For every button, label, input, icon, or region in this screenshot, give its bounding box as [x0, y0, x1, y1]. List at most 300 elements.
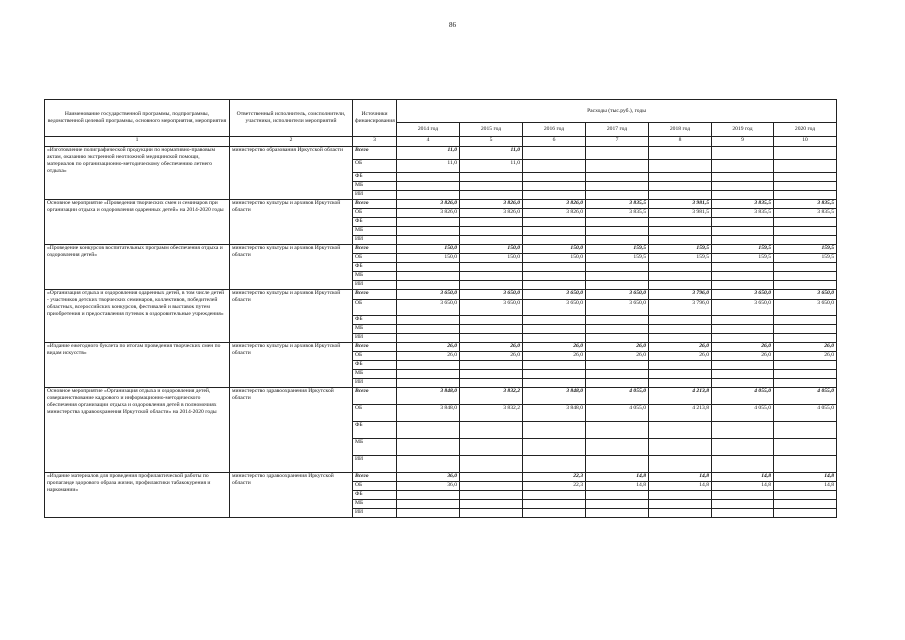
expense-value — [460, 491, 523, 500]
expense-value: 26,0 — [523, 343, 586, 352]
expense-value — [649, 456, 712, 473]
table-row — [45, 388, 837, 405]
expense-value — [460, 473, 523, 482]
column-number: 3 — [353, 137, 397, 147]
expense-value — [523, 509, 586, 518]
expense-value — [774, 272, 837, 281]
expense-value: 3 650,0 — [774, 300, 837, 316]
expense-value: 3 848,0 — [397, 388, 460, 405]
expense-value — [774, 456, 837, 473]
expense-value — [586, 182, 649, 191]
expense-value — [712, 281, 774, 290]
expense-value: 3 796,0 — [649, 300, 712, 316]
expense-value — [397, 173, 460, 182]
expense-value — [586, 173, 649, 182]
expense-value — [774, 361, 837, 370]
expense-value — [523, 218, 586, 227]
expense-value — [460, 370, 523, 379]
responsible-executor: министерство здравоохранения Иркутской области — [230, 388, 353, 473]
funding-source: ИИ — [353, 191, 397, 200]
expense-value — [460, 191, 523, 200]
funding-source: ФБ — [353, 316, 397, 325]
header-responsible: Ответственный исполнитель, соисполнители, участники, исполнители мероприятий — [230, 100, 353, 137]
funding-source: ОБ — [353, 160, 397, 173]
expense-value — [397, 281, 460, 290]
expense-value: 14,8 — [774, 473, 837, 482]
funding-source: Всего — [353, 200, 397, 209]
expense-value — [397, 422, 460, 439]
expense-value — [523, 160, 586, 173]
expense-value — [774, 325, 837, 334]
activity-name: Основное мероприятие «Проведения творческих смен и семинаров при организации отдыха и оздоровления одаренных детей» на 2014-2020 годы — [45, 200, 230, 245]
expense-value: 3 650,0 — [460, 290, 523, 300]
expense-value — [397, 370, 460, 379]
expense-value — [586, 272, 649, 281]
expense-value — [649, 173, 712, 182]
table-row — [45, 200, 837, 209]
expense-value — [649, 334, 712, 343]
expense-value — [649, 160, 712, 173]
funding-source: Всего — [353, 147, 397, 160]
expense-value: 159,5 — [649, 245, 712, 254]
header-name: Наименование государственной программы, подпрограммы, ведомственной целевой программы, основного мероприятия, мероприятия — [45, 100, 230, 137]
expense-value: 4 213,8 — [649, 405, 712, 422]
expense-value: 159,5 — [774, 245, 837, 254]
funding-source: Всего — [353, 245, 397, 254]
expense-value — [397, 182, 460, 191]
funding-source: ФБ — [353, 491, 397, 500]
expense-value — [460, 509, 523, 518]
expense-value — [523, 325, 586, 334]
expense-value: 3 835,5 — [586, 209, 649, 218]
expense-value — [460, 236, 523, 245]
expense-value — [460, 334, 523, 343]
expense-value — [397, 272, 460, 281]
column-number: 6 — [523, 137, 586, 147]
funding-source: ИИ — [353, 334, 397, 343]
expense-value — [712, 272, 774, 281]
expense-value — [712, 422, 774, 439]
expense-value — [774, 182, 837, 191]
expense-value — [649, 272, 712, 281]
expense-value — [774, 491, 837, 500]
expense-value — [523, 491, 586, 500]
expense-value — [586, 422, 649, 439]
expense-value: 22,3 — [523, 482, 586, 491]
expense-value — [712, 325, 774, 334]
table-row — [45, 245, 837, 254]
expense-value: 4 055,0 — [774, 405, 837, 422]
expense-value — [712, 509, 774, 518]
expense-value — [586, 439, 649, 456]
expense-value — [523, 173, 586, 182]
funding-source: Всего — [353, 473, 397, 482]
expense-value — [586, 263, 649, 272]
budget-table — [44, 99, 837, 518]
expense-value — [712, 227, 774, 236]
expense-value: 3 981,5 — [649, 200, 712, 209]
funding-source: Всего — [353, 343, 397, 352]
responsible-executor: министерство образования Иркутской области — [230, 147, 353, 200]
expense-value: 11,0 — [460, 147, 523, 160]
expense-value — [586, 160, 649, 173]
expense-value — [586, 191, 649, 200]
responsible-executor: министерство культуры и архивов Иркутской области — [230, 343, 353, 388]
expense-value: 11,0 — [460, 160, 523, 173]
funding-source: ИИ — [353, 456, 397, 473]
expense-value — [397, 325, 460, 334]
expense-value: 159,5 — [586, 254, 649, 263]
expense-value: 150,0 — [397, 245, 460, 254]
responsible-executor: министерство культуры и архивов Иркутской области — [230, 200, 353, 245]
expense-value — [523, 272, 586, 281]
funding-source: ОБ — [353, 352, 397, 361]
table-row — [45, 147, 837, 160]
expense-value — [523, 439, 586, 456]
expense-value — [586, 361, 649, 370]
expense-value — [712, 456, 774, 473]
expense-value — [649, 491, 712, 500]
expense-value — [397, 361, 460, 370]
expense-value — [774, 379, 837, 388]
expense-value: 4 213,8 — [649, 388, 712, 405]
expense-value — [649, 316, 712, 325]
funding-source: ОБ — [353, 209, 397, 218]
activity-name: «Издание ежегодного буклета по итогам проведения творческих смен по видам искусств» — [45, 343, 230, 388]
expense-value: 26,0 — [460, 343, 523, 352]
expense-value: 26,0 — [712, 343, 774, 352]
funding-source: МБ — [353, 325, 397, 334]
expense-value: 4 055,0 — [774, 388, 837, 405]
expense-value: 14,8 — [586, 482, 649, 491]
expense-value: 3 826,0 — [397, 200, 460, 209]
expense-value — [649, 191, 712, 200]
expense-value: 3 835,5 — [586, 200, 649, 209]
funding-source: ОБ — [353, 482, 397, 491]
expense-value: 26,0 — [712, 352, 774, 361]
expense-value — [649, 227, 712, 236]
expense-value — [649, 325, 712, 334]
expense-value: 26,0 — [397, 343, 460, 352]
expense-value — [397, 218, 460, 227]
expense-value — [523, 191, 586, 200]
expense-value — [523, 227, 586, 236]
responsible-executor: министерство культуры и архивов Иркутской области — [230, 290, 353, 343]
expense-value — [586, 316, 649, 325]
expense-value: 14,8 — [774, 482, 837, 491]
expense-value — [712, 379, 774, 388]
expense-value — [460, 422, 523, 439]
responsible-executor: министерство здравоохранения Иркутской области — [230, 473, 353, 518]
expense-value — [712, 147, 774, 160]
header-year: 2014 год — [397, 123, 460, 137]
expense-value — [712, 191, 774, 200]
expense-value — [649, 379, 712, 388]
expense-value — [712, 160, 774, 173]
expense-value: 150,0 — [397, 254, 460, 263]
expense-value — [523, 182, 586, 191]
expense-value — [586, 500, 649, 509]
expense-value: 159,5 — [649, 254, 712, 263]
expense-value: 3 848,0 — [523, 405, 586, 422]
expense-value — [649, 281, 712, 290]
expense-value — [397, 334, 460, 343]
expense-value — [397, 316, 460, 325]
expense-value: 3 832,2 — [460, 405, 523, 422]
expense-value — [523, 456, 586, 473]
header-year: 2020 год — [774, 123, 837, 137]
funding-source: ФБ — [353, 263, 397, 272]
expense-value — [712, 218, 774, 227]
expense-value: 26,0 — [649, 352, 712, 361]
expense-value — [712, 500, 774, 509]
expense-value: 3 848,0 — [397, 405, 460, 422]
funding-source: Всего — [353, 290, 397, 300]
expense-value: 3 826,0 — [460, 200, 523, 209]
expense-value — [586, 147, 649, 160]
expense-value — [774, 160, 837, 173]
expense-value — [649, 236, 712, 245]
expense-value — [774, 316, 837, 325]
expense-value: 14,8 — [649, 482, 712, 491]
expense-value — [649, 509, 712, 518]
column-number: 1 — [45, 137, 230, 147]
expense-value: 3 650,0 — [712, 290, 774, 300]
expense-value — [712, 370, 774, 379]
expense-value: 159,5 — [712, 254, 774, 263]
expense-value — [712, 491, 774, 500]
expense-value — [523, 334, 586, 343]
expense-value — [649, 147, 712, 160]
expense-value: 14,8 — [649, 473, 712, 482]
expense-value — [523, 263, 586, 272]
expense-value: 3 826,0 — [523, 209, 586, 218]
expense-value — [649, 218, 712, 227]
expense-value — [397, 227, 460, 236]
expense-value — [649, 182, 712, 191]
funding-source: МБ — [353, 227, 397, 236]
expense-value: 26,0 — [774, 343, 837, 352]
column-number: 4 — [397, 137, 460, 147]
expense-value: 14,8 — [712, 473, 774, 482]
expense-value — [586, 325, 649, 334]
expense-value — [460, 379, 523, 388]
funding-source: ФБ — [353, 173, 397, 182]
header-source: Источники финансирования — [353, 100, 397, 137]
expense-value: 150,0 — [460, 254, 523, 263]
column-number: 8 — [649, 137, 712, 147]
expense-value — [460, 316, 523, 325]
expense-value — [774, 147, 837, 160]
expense-value: 3 650,0 — [774, 290, 837, 300]
expense-value — [586, 227, 649, 236]
expense-value — [397, 263, 460, 272]
expense-value — [523, 500, 586, 509]
funding-source: ОБ — [353, 405, 397, 422]
expense-value — [774, 509, 837, 518]
expense-value — [712, 236, 774, 245]
expense-value: 36,0 — [397, 473, 460, 482]
expense-value: 3 650,0 — [460, 300, 523, 316]
expense-value: 159,5 — [586, 245, 649, 254]
expense-value: 150,0 — [523, 245, 586, 254]
funding-source: ОБ — [353, 300, 397, 316]
expense-value — [586, 334, 649, 343]
expense-value: 3 981,5 — [649, 209, 712, 218]
expense-value: 3 826,0 — [397, 209, 460, 218]
expense-value — [586, 379, 649, 388]
activity-name: Основное мероприятие «Организация отдыха и оздоровления детей, совершенствование кадрового и информационно-методического обеспечения организации отдыха и оздоровления детей в полномочиях министерства здравоохранения Иркутской области» на 2014-2020 годы — [45, 388, 230, 473]
funding-source: МБ — [353, 439, 397, 456]
expense-value: 3 826,0 — [460, 209, 523, 218]
expense-value: 14,8 — [586, 473, 649, 482]
funding-source: ИИ — [353, 379, 397, 388]
expense-value: 3 826,0 — [523, 200, 586, 209]
column-number: 9 — [712, 137, 774, 147]
expense-value — [397, 491, 460, 500]
funding-source: ИИ — [353, 509, 397, 518]
header-expenses: Расходы (тыс.руб.), годы — [397, 100, 837, 123]
expense-value — [397, 379, 460, 388]
column-number: 5 — [460, 137, 523, 147]
expense-value: 159,5 — [774, 254, 837, 263]
expense-value: 26,0 — [397, 352, 460, 361]
funding-source: МБ — [353, 272, 397, 281]
expense-value — [523, 379, 586, 388]
funding-source: ФБ — [353, 218, 397, 227]
expense-value — [460, 361, 523, 370]
expense-value — [460, 456, 523, 473]
expense-value — [397, 439, 460, 456]
expense-value — [774, 227, 837, 236]
expense-value — [712, 173, 774, 182]
header-year: 2015 год — [460, 123, 523, 137]
expense-value — [523, 316, 586, 325]
expense-value — [397, 509, 460, 518]
expense-value — [712, 182, 774, 191]
expense-value: 3 796,0 — [649, 290, 712, 300]
responsible-executor: министерство культуры и архивов Иркутской области — [230, 245, 353, 290]
expense-value — [586, 491, 649, 500]
expense-value: 26,0 — [523, 352, 586, 361]
expense-value — [523, 422, 586, 439]
expense-value: 3 650,0 — [712, 300, 774, 316]
table-row — [45, 473, 837, 482]
expense-value — [649, 439, 712, 456]
expense-value — [712, 361, 774, 370]
expense-value: 150,0 — [460, 245, 523, 254]
column-number: 2 — [230, 137, 353, 147]
expense-value: 3 650,0 — [523, 290, 586, 300]
expense-value — [774, 370, 837, 379]
expense-value — [586, 236, 649, 245]
expense-value: 14,8 — [712, 482, 774, 491]
expense-value — [523, 281, 586, 290]
expense-value — [774, 281, 837, 290]
expense-value — [460, 227, 523, 236]
expense-value: 3 650,0 — [397, 300, 460, 316]
expense-value: 3 650,0 — [586, 300, 649, 316]
expense-value: 3 650,0 — [586, 290, 649, 300]
expense-value — [586, 456, 649, 473]
expense-value — [397, 236, 460, 245]
expense-value: 4 055,0 — [586, 405, 649, 422]
table-row — [45, 290, 837, 300]
expense-value — [523, 147, 586, 160]
expense-value: 26,0 — [586, 352, 649, 361]
expense-value — [586, 370, 649, 379]
expense-value: 11,0 — [397, 147, 460, 160]
expense-value: 26,0 — [774, 352, 837, 361]
expense-value — [712, 334, 774, 343]
expense-value — [774, 173, 837, 182]
funding-source: МБ — [353, 370, 397, 379]
expense-value — [649, 361, 712, 370]
expense-value — [460, 272, 523, 281]
page-number: 86 — [449, 21, 456, 29]
expense-value: 150,0 — [523, 254, 586, 263]
funding-source: МБ — [353, 182, 397, 191]
expense-value — [460, 500, 523, 509]
funding-source: МБ — [353, 500, 397, 509]
header-year: 2018 год — [649, 123, 712, 137]
expense-value — [523, 236, 586, 245]
expense-value: 3 650,0 — [397, 290, 460, 300]
funding-source: ФБ — [353, 422, 397, 439]
header-year: 2016 год — [523, 123, 586, 137]
expense-value — [774, 218, 837, 227]
expense-value: 26,0 — [649, 343, 712, 352]
expense-value — [774, 236, 837, 245]
expense-value: 26,0 — [460, 352, 523, 361]
expense-value — [460, 173, 523, 182]
expense-value — [774, 334, 837, 343]
expense-value: 4 055,0 — [586, 388, 649, 405]
column-number: 10 — [774, 137, 837, 147]
expense-value: 3 835,5 — [712, 209, 774, 218]
funding-source: ОБ — [353, 254, 397, 263]
expense-value: 4 055,0 — [712, 388, 774, 405]
activity-name: «Организация отдыха и оздоровления одаренных детей, в том числе детей - участников детских творческих семинаров, коллективов, победителей областных, всероссийских конкурсов, фестивалей и выставок путем приобретения и предоставления путевок в оздоровительные учреждения» — [45, 290, 230, 343]
expense-value — [460, 263, 523, 272]
expense-value: 3 835,5 — [774, 200, 837, 209]
expense-value: 3 848,0 — [523, 388, 586, 405]
expense-value — [397, 191, 460, 200]
expense-value — [774, 263, 837, 272]
expense-value — [649, 370, 712, 379]
expense-value — [460, 281, 523, 290]
header-year: 2019 год — [712, 123, 774, 137]
expense-value — [774, 500, 837, 509]
expense-value: 3 835,5 — [774, 209, 837, 218]
funding-source: ИИ — [353, 236, 397, 245]
expense-value — [649, 500, 712, 509]
expense-value: 3 650,0 — [523, 300, 586, 316]
expense-value — [712, 263, 774, 272]
expense-value: 22,3 — [523, 473, 586, 482]
expense-value: 3 832,2 — [460, 388, 523, 405]
expense-value — [586, 218, 649, 227]
activity-name: «Издание материалов для проведения профилактической работы по пропаганде здорового образа жизни, профилактики табакокурения и наркомании» — [45, 473, 230, 518]
expense-value — [460, 218, 523, 227]
expense-value — [460, 325, 523, 334]
expense-value — [523, 370, 586, 379]
expense-value — [586, 281, 649, 290]
expense-value — [774, 439, 837, 456]
expense-value — [523, 361, 586, 370]
expense-value — [649, 422, 712, 439]
expense-value — [460, 482, 523, 491]
